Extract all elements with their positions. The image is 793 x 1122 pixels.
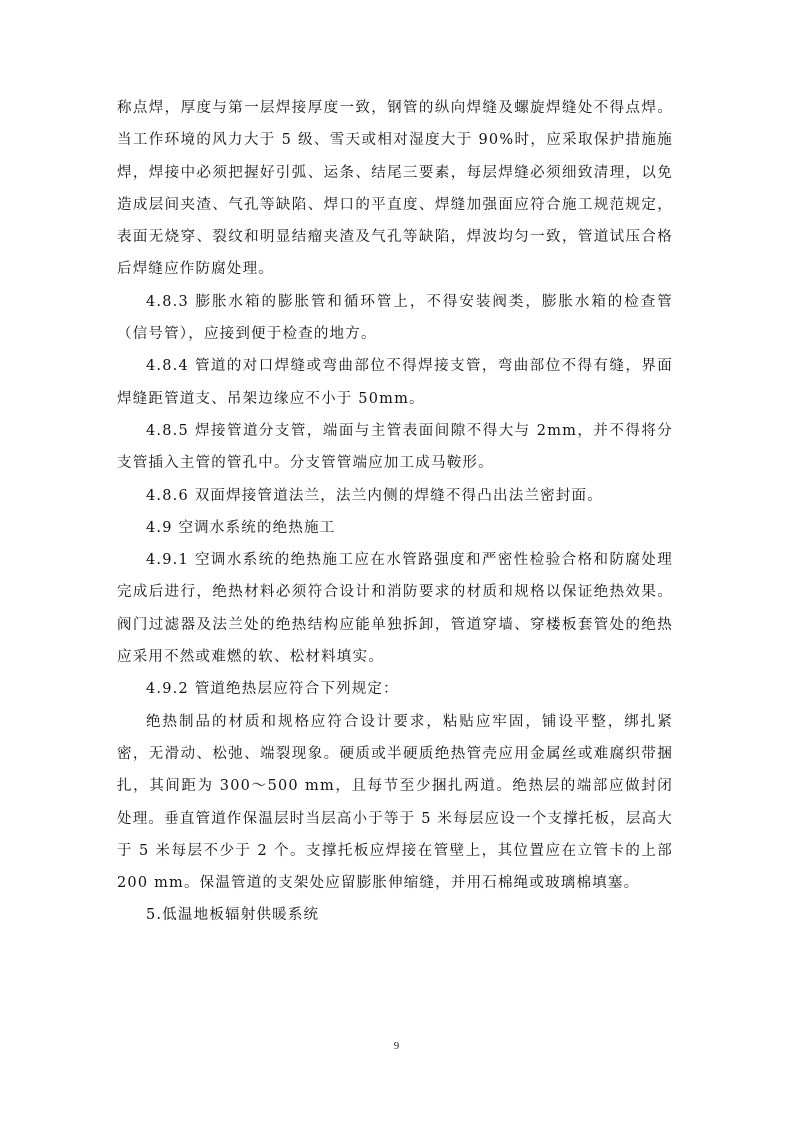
paragraph-4-8-6: 4.8.6 双面焊接管道法兰，法兰内侧的焊缝不得凸出法兰密封面。 xyxy=(146,487,603,504)
paragraph-4-8-5: 4.8.5 焊接管道分支管，端面与主管表面间隙不得大与 2mm，并不得将分支管插入主管的管孔中。分支管管端应加工成马鞍形。 xyxy=(117,422,673,472)
paragraph-4-8-3: 4.8.3 膨胀水箱的膨胀管和循环管上，不得安装阀类，膨胀水箱的检查管（信号管），应接到便于检查的地方。 xyxy=(117,293,673,343)
paragraph-4-9-1: 4.9.1 空调水系统的绝热施工应在水管路强度和严密性检验合格和防腐处理完成后进行，绝热材料必须符合设计和消防要求的材质和规格以保证绝热效果。阀门过滤器及法兰处的绝热结构应能单独拆卸，管道穿墙、穿楼板套管处的绝热应采用不然或难燃的软、松材料填实。 xyxy=(117,552,673,666)
heading-4-9: 4.9 空调水系统的绝热施工 xyxy=(146,519,336,536)
document-body xyxy=(117,92,673,932)
heading-5: 5.低温地板辐射供暖系统 xyxy=(146,907,320,924)
paragraph-4-8-4: 4.8.4 管道的对口焊缝或弯曲部位不得焊接支管，弯曲部位不得有缝，界面焊缝距管道支、吊架边缘应不小于 50mm。 xyxy=(117,358,673,407)
paragraph-4-9-2: 4.9.2 管道绝热层应符合下列规定： xyxy=(146,681,399,698)
paragraph-welding-continued: 称点焊，厚度与第一层焊接厚度一致，钢管的纵向焊缝及螺旋焊缝处不得点焊。当工作环境的风力大于 5 级、雪天或相对湿度大于 90%时，应采取保护措施施焊，焊接中必须把握好引弧、运条、结尾三要素，每层焊缝必须细致清理，以免造成层间夹渣、气孔等缺陷、焊口的平直度、焊缝加强面应符合施工规范规定，表面无烧穿、裂纹和明显结瘤夹渣及气孔等缺陷，焊波均匀一致，管道试压合格后焊缝应作防腐处理。 xyxy=(117,100,673,278)
paragraph-insulation-rules: 绝热制品的材质和规格应符合设计要求，粘贴应牢固，铺设平整，绑扎紧密，无滑动、松弛、端裂现象。硬质或半硬质绝热管壳应用金属丝或难腐织带捆扎，其间距为 300～500 mm，且每节至少捆扎两道。绝热层的端部应做封闭处理。垂直管道作保温层时当层高小于等于 5 米每层应设一个支撑托板，层高大于 5 米每层不少于 2 个。支撑托板应焊接在管壁上，其位置应在立管卡的上部 200 mm。保温管道的支架处应留膨胀伸缩缝，并用石棉绳或玻璃棉填塞。 xyxy=(117,713,673,892)
page-number: 9 xyxy=(393,1040,400,1052)
